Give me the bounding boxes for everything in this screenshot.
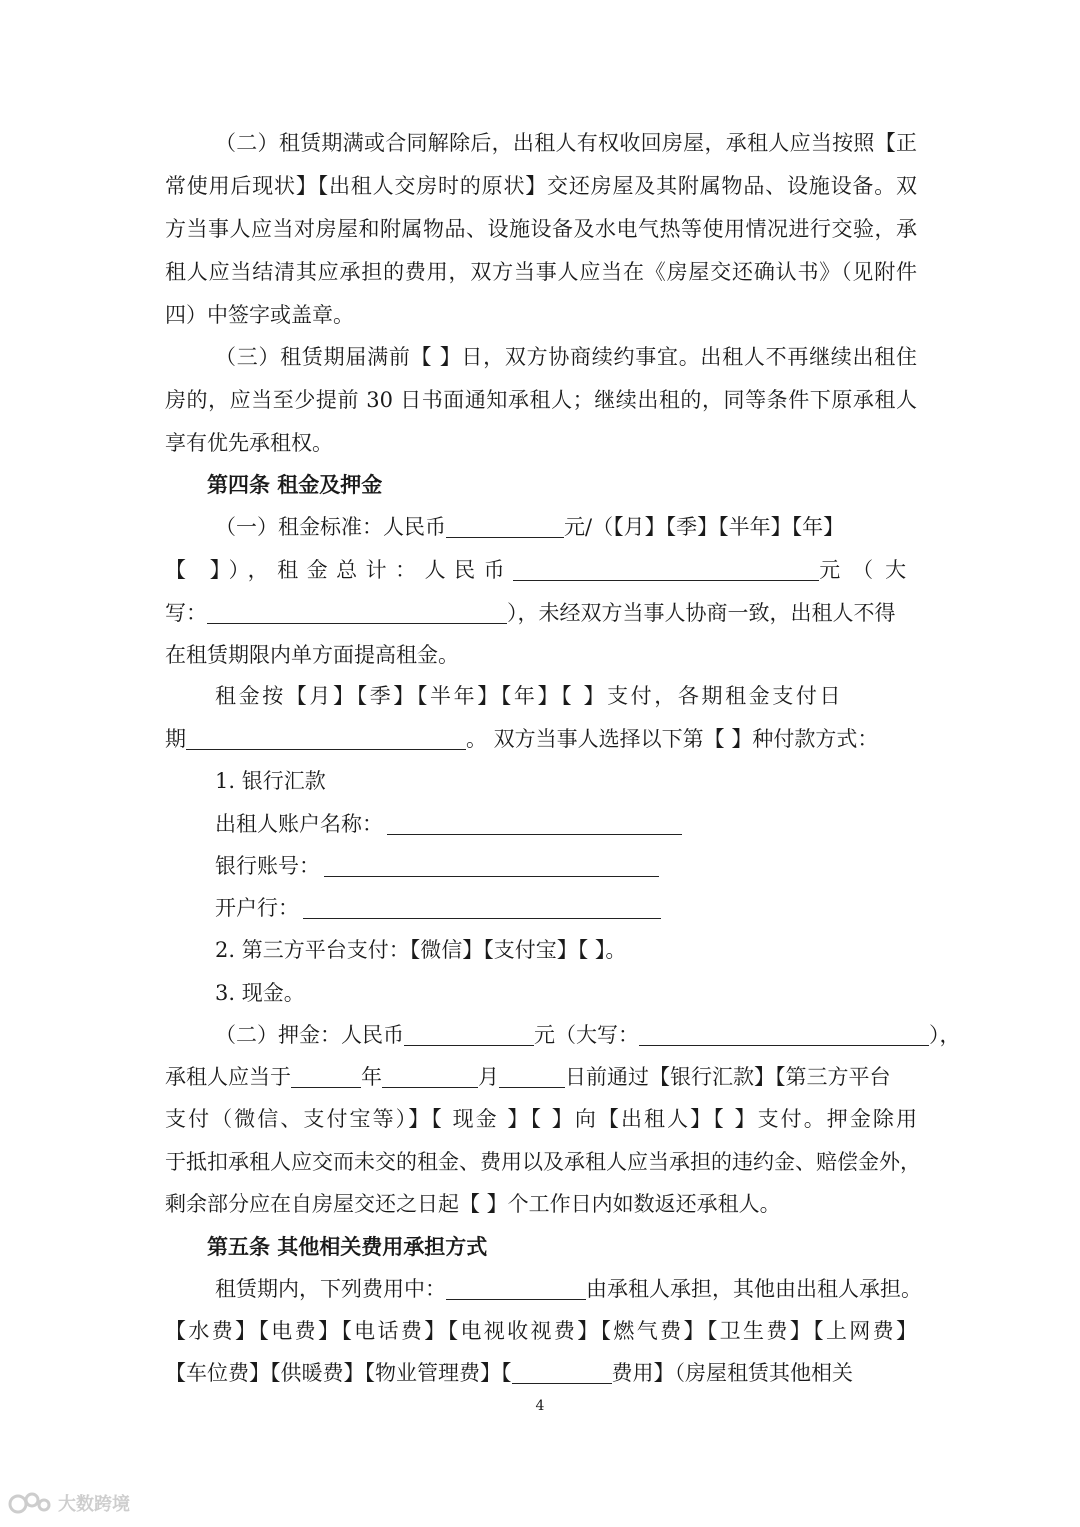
text-line: 2. 第三方平台支付：【微信】【支付宝】【 】。 [215, 938, 627, 962]
fill-blank[interactable] [512, 1361, 612, 1384]
text-line: 支付（微信、支付宝等）】【 现金 】【 】向【出租人】【 】支付。押金除用 [165, 1107, 917, 1131]
text-line: 开户行： [215, 893, 917, 923]
text-line: 写： ），未经双方当事人协商一致，出租人不得 [165, 601, 896, 625]
text-line: 在租赁期限内单方面提高租金。 [165, 643, 459, 667]
watermark [8, 1488, 130, 1518]
fill-blank[interactable] [499, 1065, 565, 1088]
watermark-text: 大数跨境 [58, 1494, 130, 1515]
text-line: 租金按【月】【季】【半年】【年】【 】支付，各期租金支付日 [215, 684, 844, 708]
text-line: 租人应当结清其应承担的费用，双方当事人应当在《房屋交还确认书》（见附件 [165, 260, 917, 284]
text-line: （三）租赁期届满前【 】日，双方协商续约事宜。出租人不再继续出租住 [215, 345, 917, 369]
text-line: （二）押金：人民币 元（大写： ）， [215, 1023, 961, 1047]
text-line: 期 。 双方当事人选择以下第【 】种付款方式： [165, 727, 879, 751]
page-number: 4 [535, 1398, 545, 1414]
text-line: 【 】），租金总计：人民币 元（大 [165, 558, 919, 582]
text-line: 四）中签字或盖章。 [165, 303, 354, 327]
fill-blank[interactable] [404, 1023, 534, 1046]
section-heading: 第四条 租金及押金 [207, 473, 383, 497]
fill-blank[interactable] [387, 812, 682, 835]
text-line: 银行账号： [215, 851, 917, 881]
text-line: （一）租金标准：人民币 元/（【月】【季】【半年】【年】 [215, 515, 845, 539]
text-line: （二）租赁期满或合同解除后，出租人有权收回房屋，承租人应当按照【正 [215, 131, 917, 155]
fill-blank[interactable] [324, 854, 659, 877]
text-line: 【水费】【电费】【电话费】【电视收视费】【燃气费】【卫生费】【上网费】 [165, 1319, 917, 1343]
text-line: 出租人账户名称： [215, 809, 917, 839]
text-line: 【车位费】【供暖费】【物业管理费】【 费用】（房屋租赁其他相关 [165, 1361, 853, 1385]
section-heading: 第五条 其他相关费用承担方式 [207, 1235, 488, 1259]
fill-blank[interactable] [207, 601, 507, 624]
text-line: 租赁期内，下列费用中： 由承租人承担，其他由出租人承担。 [215, 1277, 922, 1301]
text-line: 常使用后现状】【出租人交房时的原状】交还房屋及其附属物品、设施设备。双 [165, 174, 917, 198]
fill-blank[interactable] [303, 896, 661, 919]
fill-blank[interactable] [639, 1023, 929, 1046]
text-line: 方当事人应当对房屋和附属物品、设施设备及水电气热等使用情况进行交验，承 [165, 217, 917, 241]
fill-blank[interactable] [186, 727, 466, 750]
watermark-logo-icon [8, 1490, 52, 1516]
fill-blank[interactable] [291, 1065, 361, 1088]
fill-blank[interactable] [446, 1277, 586, 1300]
text-line: 剩余部分应在自房屋交还之日起【 】个工作日内如数返还承租人。 [165, 1192, 781, 1216]
text-line: 1. 银行汇款 [215, 769, 326, 793]
text-line: 享有优先承租权。 [165, 431, 333, 455]
text-line: 承租人应当于 年 月 日前通过【银行汇款】【第三方平台 [165, 1065, 891, 1089]
fill-blank[interactable] [513, 558, 819, 581]
text-line: 房的，应当至少提前 30 日书面通知承租人；继续出租的，同等条件下原承租人 [165, 388, 917, 412]
fill-blank[interactable] [382, 1065, 478, 1088]
fill-blank[interactable] [446, 515, 564, 538]
text-line: 于抵扣承租人应交而未交的租金、费用以及承租人应当承担的违约金、赔偿金外， [165, 1150, 921, 1174]
text-line: 3. 现金。 [215, 981, 305, 1005]
